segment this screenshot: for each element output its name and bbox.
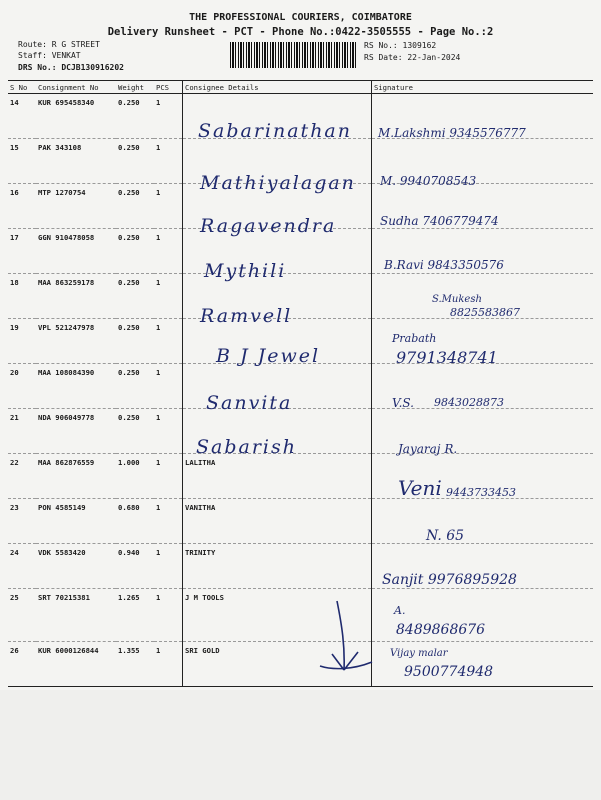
row-sno: 25 <box>8 589 36 642</box>
col-consignee: Consignee Details <box>183 81 372 94</box>
drs-number: DRS No.: DCJB130916202 <box>18 63 124 72</box>
handwritten-signature: Prabath <box>392 332 437 345</box>
row-pcs: 1 <box>154 499 183 544</box>
row-consignment: MAA 863259178 <box>36 274 116 319</box>
row-sno: 21 <box>8 409 36 454</box>
handwritten-name: Ramvell <box>200 305 293 327</box>
handwritten-signature: Veni <box>398 476 442 500</box>
col-consignment: Consignment No <box>36 81 116 94</box>
handwritten-phone: 9791348741 <box>396 348 498 367</box>
route-label: Route: R G STREET <box>18 40 100 49</box>
handwritten-arrow-mark <box>312 596 382 676</box>
row-consignment: PON 4585149 <box>36 499 116 544</box>
row-pcs: 1 <box>154 454 183 499</box>
handwritten-signature: N. 65 <box>426 528 465 544</box>
row-weight: 0.250 <box>116 409 154 454</box>
row-pcs: 1 <box>154 544 183 589</box>
row-signature <box>372 499 594 544</box>
handwritten-name: Sabarish <box>196 436 297 458</box>
row-pcs: 1 <box>154 364 183 409</box>
row-consignee: TRINITY <box>183 544 372 589</box>
handwritten-signature: A. <box>394 604 406 617</box>
handwritten-name: Mathiyalagan <box>200 172 356 194</box>
handwritten-phone: 9843028873 <box>434 396 504 409</box>
row-weight: 0.940 <box>116 544 154 589</box>
handwritten-phone: 9500774948 <box>404 664 494 680</box>
row-pcs: 1 <box>154 319 183 364</box>
table-row <box>8 499 593 544</box>
row-consignment: KUR 6000126844 <box>36 642 116 687</box>
row-consignment: MAA 108084390 <box>36 364 116 409</box>
row-pcs: 1 <box>154 274 183 319</box>
handwritten-phone: 8825583867 <box>450 306 520 319</box>
row-pcs: 1 <box>154 642 183 687</box>
handwritten-name: Sanvita <box>206 392 293 414</box>
row-sno: 24 <box>8 544 36 589</box>
row-weight: 0.250 <box>116 94 154 139</box>
barcode <box>230 42 358 68</box>
row-consignee: J M TOOLS <box>183 589 372 642</box>
row-pcs: 1 <box>154 94 183 139</box>
row-pcs: 1 <box>154 409 183 454</box>
row-weight: 1.000 <box>116 454 154 499</box>
row-consignment: PAK 343108 <box>36 139 116 184</box>
row-weight: 0.250 <box>116 229 154 274</box>
row-sno: 22 <box>8 454 36 499</box>
handwritten-signature: M.Lakshmi 9345576777 <box>378 126 526 140</box>
table-row <box>8 409 593 454</box>
handwritten-signature: Jayaraj R. <box>398 442 458 456</box>
row-sno: 16 <box>8 184 36 229</box>
handwritten-name: Ragavendra <box>200 215 337 237</box>
row-weight: 0.250 <box>116 274 154 319</box>
row-consignment: SRT 70215381 <box>36 589 116 642</box>
table-row <box>8 642 593 687</box>
row-sno: 20 <box>8 364 36 409</box>
runsheet-title: Delivery Runsheet - PCT - Phone No.:0422-3505555 - Page No.:2 <box>107 26 494 38</box>
row-pcs: 1 <box>154 184 183 229</box>
row-consignment: NDA 906049778 <box>36 409 116 454</box>
row-sno: 17 <box>8 229 36 274</box>
row-consignment: VDK 5583420 <box>36 544 116 589</box>
row-pcs: 1 <box>154 589 183 642</box>
handwritten-signature: B.Ravi 9843350576 <box>384 258 504 272</box>
row-sno: 15 <box>8 139 36 184</box>
row-sno: 14 <box>8 94 36 139</box>
handwritten-phone: 8489868676 <box>396 622 486 638</box>
col-signature: Signature <box>372 81 594 94</box>
row-consignment: MAA 862876559 <box>36 454 116 499</box>
handwritten-signature: S.Mukesh <box>432 294 482 305</box>
handwritten-signature: Sudha 7406779474 <box>380 214 499 228</box>
row-consignment: GGN 910478058 <box>36 229 116 274</box>
row-weight: 1.355 <box>116 642 154 687</box>
row-weight: 0.250 <box>116 139 154 184</box>
row-weight: 1.265 <box>116 589 154 642</box>
table-row <box>8 364 593 409</box>
handwritten-name: Sabarinathan <box>198 120 352 142</box>
row-consignment: KUR 695458340 <box>36 94 116 139</box>
handwritten-phone: 9443733453 <box>446 486 516 499</box>
company-title: THE PROFESSIONAL COURIERS, COIMBATORE <box>189 12 412 23</box>
row-consignment: VPL 521247978 <box>36 319 116 364</box>
row-sno: 18 <box>8 274 36 319</box>
rs-number: RS No.: 1309162 <box>364 41 437 50</box>
row-consignment: MTP 1270754 <box>36 184 116 229</box>
rs-date: RS Date: 22-Jan-2024 <box>364 53 461 62</box>
handwritten-signature: M. 9940708543 <box>380 174 477 188</box>
table-row <box>8 589 593 642</box>
row-weight: 0.250 <box>116 364 154 409</box>
staff-label: Staff: VENKAT <box>18 51 81 60</box>
row-consignee: VANITHA <box>183 499 372 544</box>
handwritten-name: Mythili <box>204 260 287 282</box>
row-weight: 0.250 <box>116 184 154 229</box>
paper-fold-shade <box>0 690 601 800</box>
row-sno: 26 <box>8 642 36 687</box>
row-sno: 23 <box>8 499 36 544</box>
handwritten-signature: V.S. <box>392 396 414 410</box>
row-weight: 0.680 <box>116 499 154 544</box>
handwritten-signature: Vijay malar <box>390 648 448 659</box>
col-weight: Weight <box>116 81 154 94</box>
row-consignee: LALITHA <box>183 454 372 499</box>
row-sno: 19 <box>8 319 36 364</box>
row-pcs: 1 <box>154 229 183 274</box>
row-weight: 0.250 <box>116 319 154 364</box>
handwritten-signature: Sanjit 9976895928 <box>382 572 517 588</box>
col-sno: S No <box>8 81 36 94</box>
row-consignee: SRI GOLD <box>183 642 372 687</box>
handwritten-name: B J Jewel <box>216 345 321 367</box>
row-pcs: 1 <box>154 139 183 184</box>
col-pcs: PCS <box>154 81 183 94</box>
table-header <box>8 81 593 94</box>
